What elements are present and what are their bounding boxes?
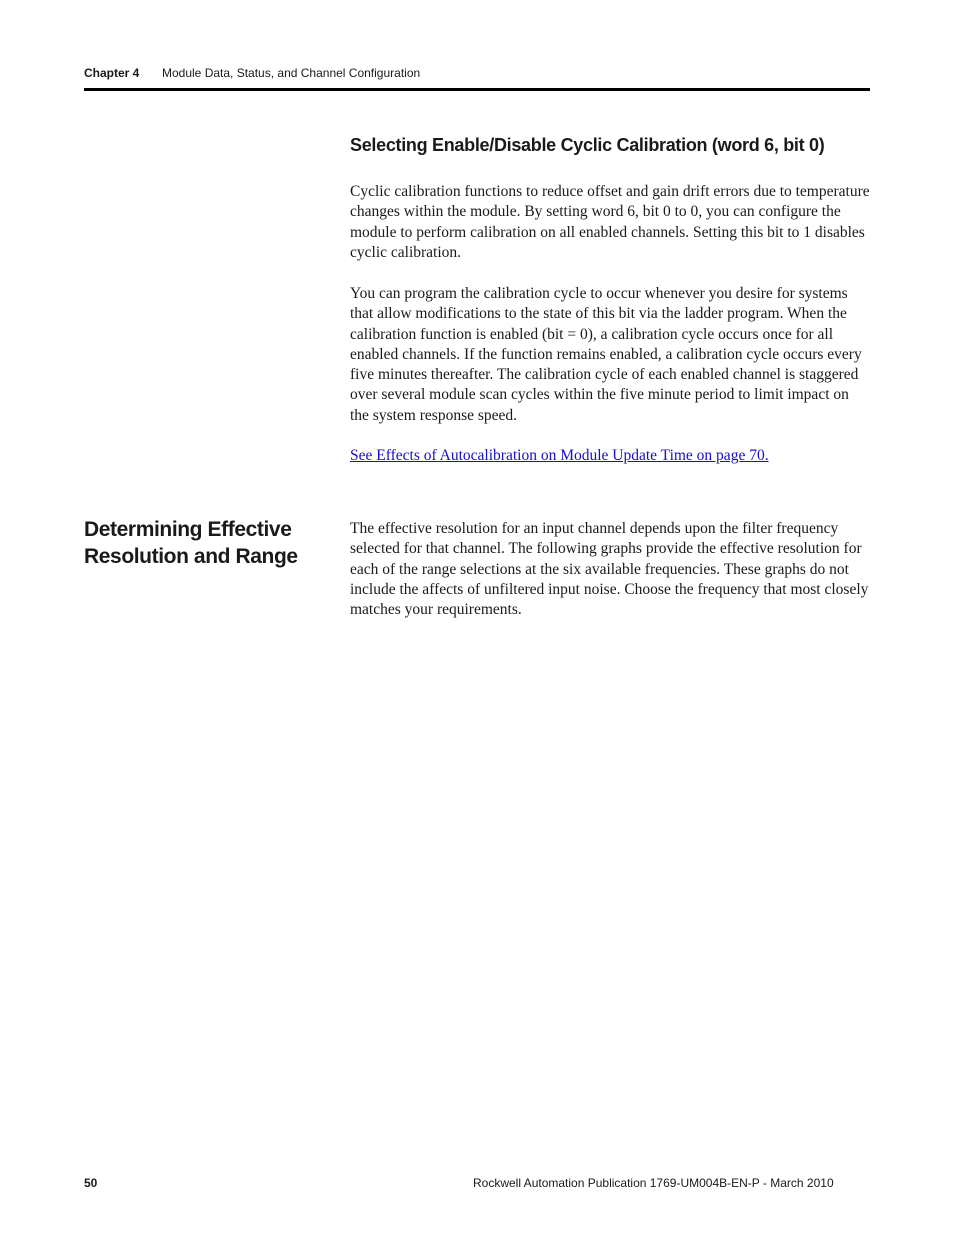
chapter-title: Module Data, Status, and Channel Configuration (162, 66, 421, 80)
section-heading-cyclic-calibration: Selecting Enable/Disable Cyclic Calibration (word 6, bit 0) (350, 135, 825, 155)
header-divider (84, 88, 870, 91)
section-heading-effective-resolution: Determining Effective Resolution and Range (84, 518, 298, 568)
cross-reference (350, 446, 870, 466)
body-paragraph: The effective resolution for an input channel depends upon the filter frequency selected for that channel. The following graphs provide the effective resolution for each of the range selections at the six available frequencies. These graphs do not include the affects of unfiltered input noise. Choose the frequency that most closely matches your requirements. (350, 520, 869, 619)
body-paragraph: Cyclic calibration functions to reduce offset and gain drift errors due to temperature changes within the module. By setting word 6, bit 0 to 0, you can configure the module to perform calibration on all enabled channels. Setting this bit to 1 disables cyclic calibration. (350, 183, 870, 261)
chapter-label: Chapter 4 (84, 66, 140, 80)
page-number: 50 (84, 1176, 98, 1190)
publication-info: Rockwell Automation Publication 1769-UM004B-EN-P - March 2010 (473, 1176, 834, 1190)
body-paragraph: You can program the calibration cycle to occur whenever you desire for systems that allow modifications to the state of this bit via the ladder program. When the calibration function is enabled (bit = 0), a calibration cycle occurs once for all enabled channels. If the function remains enabled, a calibration cycle occurs every five minutes thereafter. The calibration cycle of each enabled channel is staggered over several module scan cycles within the five minute period to limit impact on the system response speed. (350, 285, 862, 424)
autocalibration-link[interactable]: See Effects of Autocalibration on Module Update Time on page 70. (350, 447, 769, 464)
